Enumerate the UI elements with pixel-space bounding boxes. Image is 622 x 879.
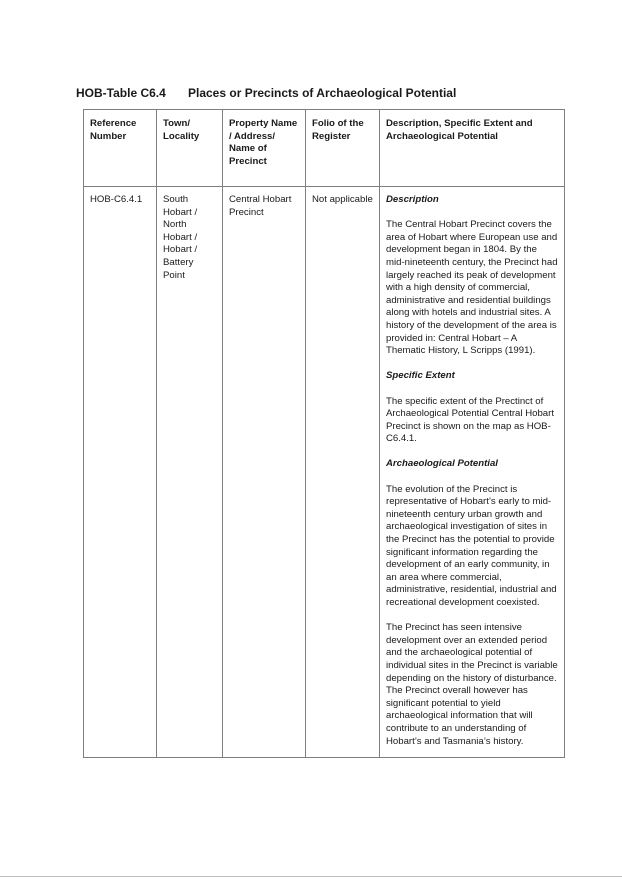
archaeological-potential-heading: Archaeological Potential <box>386 458 498 470</box>
table-title: Places or Precincts of Archaeological Potential <box>188 86 457 100</box>
table-row <box>84 187 565 758</box>
table-header-row <box>84 110 565 187</box>
town-line: South <box>163 194 189 205</box>
header-property-name: Property Name / Address/ Name of Precinct <box>223 110 306 187</box>
cell-folio: Not applicable <box>306 187 380 758</box>
description-heading: Description <box>386 194 439 205</box>
cell-town-locality <box>157 187 223 758</box>
table-heading <box>76 86 456 100</box>
town-line: Hobart / <box>163 244 198 256</box>
cell-reference-number: HOB-C6.4.1 <box>84 187 157 758</box>
cell-property-name: Central Hobart Precinct <box>223 187 306 758</box>
page-bottom-border <box>0 876 622 877</box>
town-line: Point <box>163 269 185 281</box>
archaeological-potential-paragraph: The evolution of the Precinct is representative of Hobart’s early to mid-nineteenth century urban growth and archaeological investigation of sites in the Precinct has the potential to provide significant information regarding the development of an early community, in an area where commercial, administrative, residential, industrial and recreational development coexisted. <box>386 483 557 608</box>
specific-extent-heading: Specific Extent <box>386 370 455 382</box>
town-line: Battery <box>163 256 194 268</box>
specific-extent-paragraph: The specific extent of the Prectinct of Archaeological Potential Central Hobart Precinct is shown on the map as HOB-C6.4.1. <box>386 395 554 445</box>
town-line: Hobart / <box>163 206 198 218</box>
archaeological-potential-table <box>83 109 565 758</box>
town-line: Hobart / <box>163 231 198 243</box>
header-reference-number: Reference Number <box>84 110 157 187</box>
archaeological-potential-paragraph-2: The Precinct has seen intensive development over an extended period and the archaeological potential of individual sites in the Precinct is variable depending on the history of disturbance. The Precinct overall however has significant potential to yield archaeological information that will contribute to an understanding of Hobart’s and Tasmania’s history. <box>386 622 558 747</box>
table-code: HOB-Table C6.4 <box>76 86 166 100</box>
header-town-locality: Town/ Locality <box>157 110 223 187</box>
town-line: North <box>163 219 187 231</box>
description-paragraph: The Central Hobart Precinct covers the area of Hobart where European use and development began in 1804. By the mid-nineteenth century, the Precinct had largely reached its peak of development with a high density of commercial, administrative and residential buildings along with hotels and industrial sites. A history of the development of the area is provided in: Central Hobart – A Thematic History, L Scripps (1991). <box>386 219 558 357</box>
header-folio: Folio of the Register <box>306 110 380 187</box>
header-description: Description, Specific Extent and Archaeological Potential <box>380 110 565 187</box>
cell-description <box>380 187 565 758</box>
